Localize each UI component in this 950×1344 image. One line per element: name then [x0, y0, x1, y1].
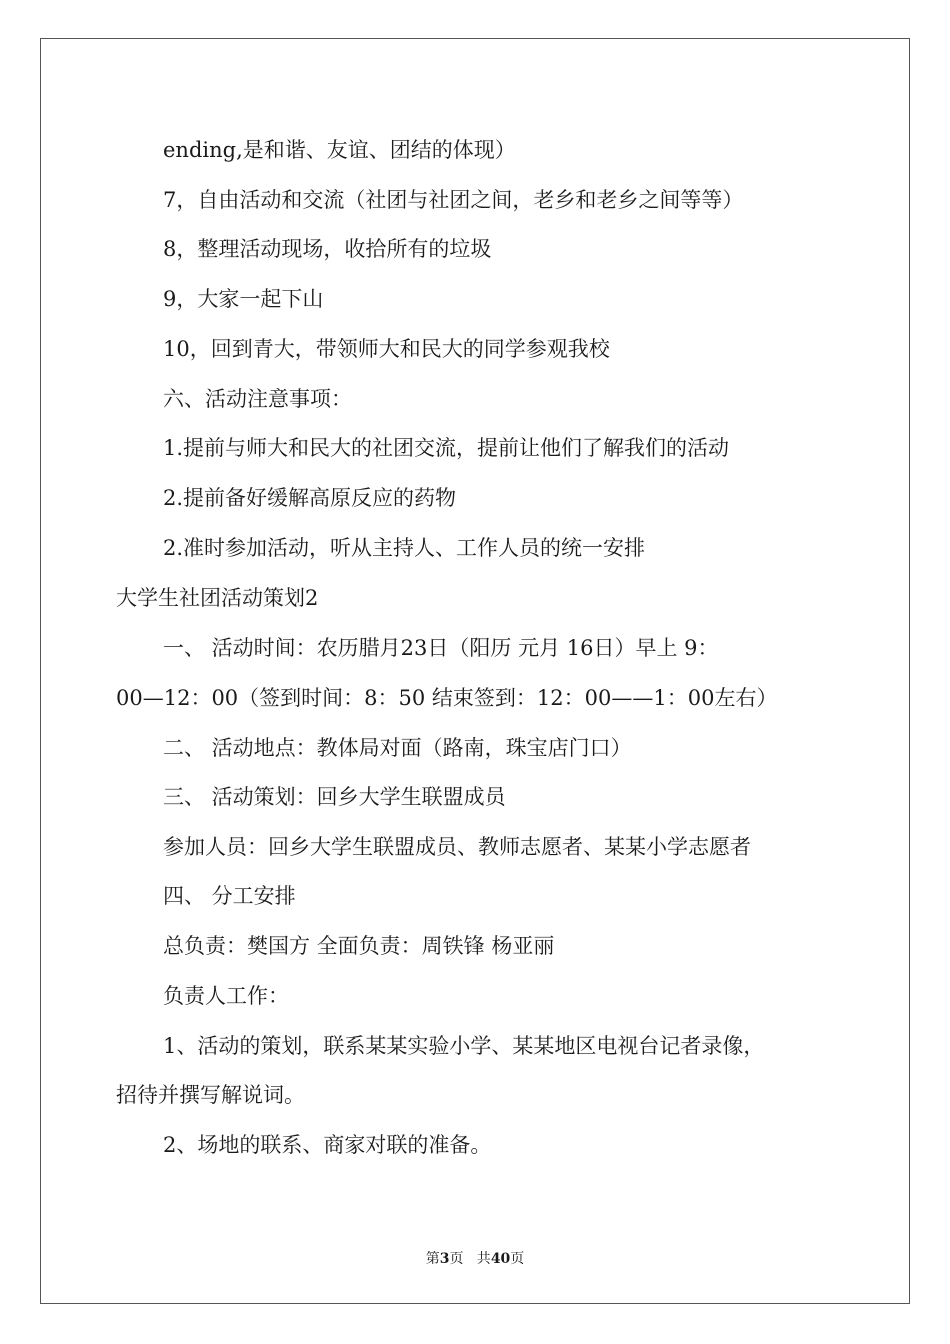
section-heading: 六、活动注意事项： [163, 387, 352, 411]
total-page-count: 40 [490, 1251, 511, 1267]
section-heading: 四、 分工安排 [163, 884, 296, 908]
text-line: 00—12：00（签到时间：8：50 结束签到：12：00——1：00左右） [116, 686, 778, 710]
text-line: 2.提前备好缓解高原反应的药物 [163, 486, 457, 510]
page-border [40, 38, 910, 1304]
footer-prefix: 第 [425, 1251, 440, 1267]
footer-suffix: 页 [510, 1251, 525, 1267]
text-line: 8，整理活动现场，收拾所有的垃圾 [163, 237, 492, 261]
text-line: 2、场地的联系、商家对联的准备。 [163, 1133, 492, 1157]
current-page-number: 3 [439, 1251, 450, 1267]
text-line: 1、活动的策划，联系某某实验小学、某某地区电视台记者录像， [163, 1034, 765, 1058]
text-line: 负责人工作： [163, 984, 289, 1008]
text-line: 三、 活动策划：回乡大学生联盟成员 [163, 785, 506, 809]
text-line: 二、 活动地点：教体局对面（路南，珠宝店门口） [163, 736, 632, 760]
footer-mid: 页 共 [449, 1251, 491, 1267]
page-footer [0, 1248, 950, 1268]
text-line: 9，大家一起下山 [163, 287, 324, 311]
text-line: 7，自由活动和交流（社团与社团之间，老乡和老乡之间等等） [163, 188, 744, 212]
text-line: 一、 活动时间：农历腊月23日（阳历 元月 16日）早上 9： [163, 636, 719, 660]
text-line: 2.准时参加活动，听从主持人、工作人员的统一安排 [163, 536, 646, 560]
text-line: 10，回到青大，带领师大和民大的同学参观我校 [163, 337, 610, 361]
text-line: 招待并撰写解说词。 [116, 1083, 305, 1107]
text-line: 总负责：樊国方 全面负责：周铁锋 杨亚丽 [163, 934, 555, 958]
text-line: 1.提前与师大和民大的社团交流，提前让他们了解我们的活动 [163, 436, 730, 460]
document-title: 大学生社团活动策划2 [116, 586, 319, 610]
text-line: ending,是和谐、友谊、团结的体现） [163, 138, 516, 162]
text-line: 参加人员：回乡大学生联盟成员、教师志愿者、某某小学志愿者 [163, 835, 751, 859]
